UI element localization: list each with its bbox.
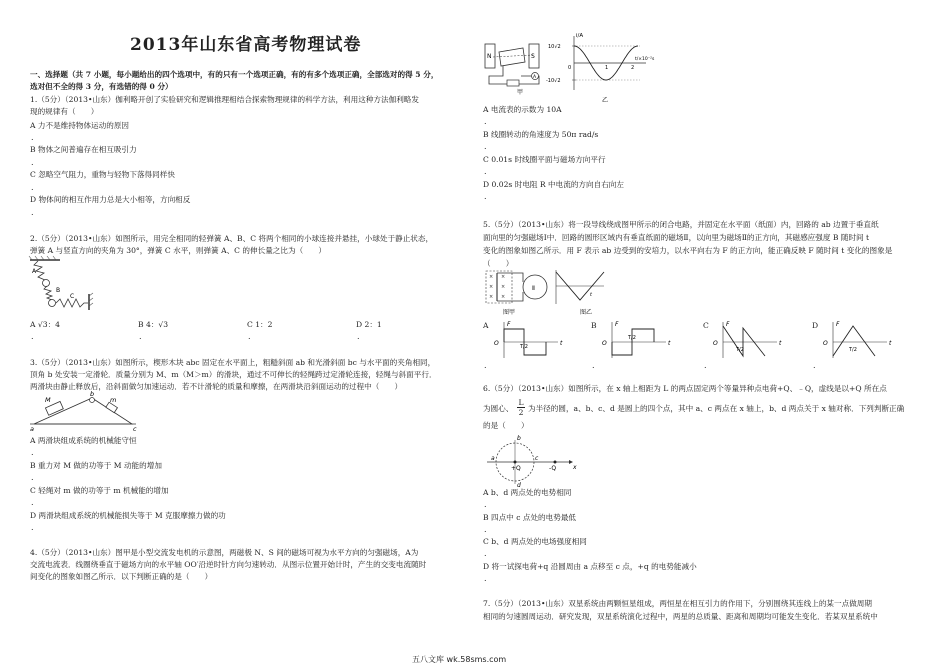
separator-dot: . [484, 361, 487, 370]
separator-dot: . [484, 549, 487, 558]
separator-dot: . [31, 158, 34, 167]
q6-fraction [517, 398, 525, 417]
q2-option-a: A √3：4 [30, 320, 60, 329]
q2-option-c: C 1：2 [247, 320, 273, 329]
separator-dot: . [704, 361, 707, 370]
svg-text:F: F [615, 321, 619, 328]
q6-option-d: D 将一试探电荷+q 沿圆周由 a 点移至 c 点，+q 的电势能减小 [483, 562, 697, 571]
q5-option-c-label: C [703, 321, 709, 330]
svg-text:×: × [501, 284, 506, 290]
q4-current-graph [546, 32, 658, 104]
q1-option-a: A 力不是维持物体运动的原因 [30, 121, 130, 130]
svg-text:F: F [507, 321, 511, 328]
svg-text:×: × [489, 294, 494, 300]
q5-option-b-graph [598, 318, 678, 360]
q6-fig-label-c: c [535, 455, 539, 462]
q2-stem-line1: 2.（5分）（2013•山东）如图所示，用完全相同的轻弹簧 A、B、C 将两个相同的小球连接并悬挂，小球处于静止状态， [30, 234, 434, 243]
q3-option-d: D 两滑块组成系统的机械能损失等于 M 克服摩擦力做的功 [30, 511, 226, 520]
separator-dot: . [139, 332, 142, 341]
separator-dot: . [31, 133, 34, 142]
separator-dot: . [813, 361, 816, 370]
q4-option-c: C 0.01s 时线圈平面与磁场方向平行 [483, 155, 606, 164]
q4-option-d: D 0.02s 时电阻 R 中电流的方向自右向左 [483, 180, 624, 189]
separator-dot: . [484, 167, 487, 176]
q5-stem-line1: 5.（5分）（2013•山东）将一段导线绕成图甲所示的闭合电路，并固定在水平面（纸面）内，回路的 ab 边置于垂直纸 [483, 220, 879, 229]
q4-stem-line2: 交流电流表．线圈绕垂直于磁场方向的水平轴 OO′沿逆时针方向匀速转动．从图示位置开始计时，产生的交变电流随时 [30, 560, 427, 569]
q5-stem-line2: 面向里的匀强磁场Ⅰ中．回路的圆形区域内有垂直纸面的磁场Ⅱ，以向里为磁场Ⅱ的正方向，其磁感应强度 B 随时间 t [483, 233, 870, 242]
q4-option-a: A 电流表的示数为 10A [483, 105, 562, 114]
q5-option-a-label: A [483, 321, 489, 330]
q6-fig-label-a: a [491, 455, 495, 462]
q3-stem-line1: 3.（5分）（2013•山东）如图所示，楔形木块 abc 固定在水平面上，粗糙斜面 ab 和光滑斜面 bc 与水平面的夹角相同， [30, 358, 436, 367]
q3-fig-label-M: M [45, 396, 51, 404]
q5-stem-line4: （ ） [483, 259, 514, 268]
q7-stem-line1: 7.（5分）（2013•山东）双星系统由两颗恒星组成，两恒星在相互引力的作用下，分别围绕其连线上的某一点做周期 [483, 599, 872, 608]
q6-fig-label-x: x [573, 464, 577, 471]
q7-stem-line2: 相同的匀速圆周运动．研究发现，双星系统演化过程中，两星的总质量、距离和周期均可能发生变化．若某双星系统中 [483, 612, 878, 621]
q2-stem-line2: 弹簧 A 与竖直方向的夹角为 30°，弹簧 C 水平，则弹簧 A、C 的伸长量之比为（ ） [30, 246, 326, 255]
q6-fig-label-minusQ: -Q [549, 465, 557, 472]
q5-option-b-label: B [591, 321, 597, 330]
q2-fig-label-a: A [32, 268, 37, 275]
separator-dot: . [31, 183, 34, 192]
q4-graph-ymax: 10√2 [548, 44, 561, 50]
q6-stem-line1: 6.（5分）（2013•山东）如图所示，在 x 轴上相距为 L 的两点固定两个等量异种点电荷+Q、﹣Q，虚线是以+Q 所在点 [483, 384, 887, 393]
svg-text:×: × [501, 294, 506, 300]
q3-option-c: C 轻绳对 m 做的功等于 m 机械能的增加 [30, 486, 169, 495]
q2-option-d: D 2：1 [356, 320, 382, 329]
q4-graph-ymin: -10√2 [546, 78, 561, 84]
q4-graph-ylabel: i/A [576, 33, 584, 39]
separator-dot: . [484, 117, 487, 126]
separator-dot: . [31, 523, 34, 532]
q1-stem-line2: 现的规律有（ ） [30, 107, 99, 116]
q6-fig-label-d: d [517, 482, 521, 489]
svg-text:F: F [836, 321, 840, 328]
q6-option-c: C b、d 两点处的电场强度相同 [483, 537, 587, 546]
q2-fig-label-b: B [56, 287, 61, 294]
q4-graph-origin: 0 [568, 65, 572, 71]
separator-dot: . [484, 192, 487, 201]
svg-text:×: × [501, 274, 506, 280]
svg-text:S: S [531, 53, 535, 60]
q2-option-b: B 4：√3 [138, 320, 169, 329]
q4-stem-line3: 间变化的图象如图乙所示．以下判断正确的是（ ） [30, 572, 213, 581]
q6-fig-label-b: b [517, 435, 521, 442]
q6-stem-line3: 的是（ ） [483, 421, 529, 430]
q1-option-d: D 物体间的相互作用力总是大小相等，方向相反 [30, 195, 191, 204]
q5-option-a-graph [490, 318, 570, 360]
q4-graph-xtick-1: 1 [605, 65, 609, 71]
q6-stem-line2a: 为圆心、 [483, 404, 514, 413]
q5-fig-label-jia: 图甲 [503, 309, 516, 316]
separator-dot: . [484, 142, 487, 151]
q6-fraction-numerator: L [518, 398, 524, 407]
q3-fig-label-c: c [133, 425, 137, 433]
q2-fig-label-c: C [70, 293, 75, 300]
svg-text:N: N [487, 53, 492, 60]
q6-fraction-denominator: 2 [518, 408, 524, 417]
separator-dot: . [31, 332, 34, 341]
svg-text:×: × [489, 274, 494, 280]
q4-fig-label-jia: 甲 [517, 89, 524, 96]
svg-text:Ⅱ: Ⅱ [532, 285, 535, 292]
separator-dot: . [31, 473, 34, 482]
q5-stem-line3: 变化的图象如图乙所示．用 F 表示 ab 边受到的安培力，以水平向右为 F 的正方向，能正确反映 F 随时间 t 变化的图象是 [483, 246, 893, 255]
q5-b-graph-t: t [590, 292, 592, 298]
svg-text:T/2: T/2 [736, 347, 744, 353]
svg-text:O: O [602, 340, 607, 347]
section-heading-line1: 一、选择题（共 7 小题，每小题给出的四个选项中，有的只有一个选项正确，有的有多个选项正确，全部选对的得 5 分， [30, 70, 439, 79]
svg-text:t: t [779, 340, 782, 347]
separator-dot: . [484, 574, 487, 583]
svg-text:T/2: T/2 [849, 347, 857, 353]
q3-fig-label-a: a [30, 425, 34, 433]
separator-dot: . [31, 208, 34, 217]
svg-text:A: A [533, 75, 537, 80]
footer-text: 五八文库 wk.58sms.com [412, 655, 507, 664]
q5-fig-label-yi: 图乙 [580, 309, 593, 316]
q4-graph-xlabel: t/×10⁻²s [635, 57, 655, 62]
separator-dot: . [248, 332, 251, 341]
separator-dot: . [484, 525, 487, 534]
q3-incline-figure [30, 390, 140, 433]
svg-text:O: O [494, 340, 499, 347]
q6-option-a: A b、d 两点处的电势相同 [483, 488, 572, 497]
q3-option-a: A 两滑块组成系统的机械能守恒 [30, 436, 137, 445]
q5-option-c-graph [709, 318, 789, 360]
q3-fig-label-b: b [90, 390, 95, 398]
q1-stem-line1: 1.（5分）（2013•山东）伽利略开创了实验研究和逻辑推理相结合探索物理规律的科学方法，利用这种方法伽利略发 [30, 95, 419, 104]
q4-graph-xtick-2: 2 [631, 65, 635, 71]
page-title: 2013年山东省高考物理试卷 [130, 35, 362, 55]
q6-charges-figure [483, 432, 578, 489]
q1-option-b: B 物体之间普遍存在相互吸引力 [30, 145, 137, 154]
q2-spring-figure [30, 258, 110, 308]
q5-b-graph [552, 268, 612, 316]
q1-option-c: C 忽略空气阻力，重物与轻物下落得同样快 [30, 170, 175, 179]
q4-option-b: B 线圈转动的角速度为 50π rad/s [483, 130, 599, 139]
svg-text:F: F [726, 321, 730, 328]
svg-text:t: t [889, 340, 892, 347]
q4-fig-label-yi: 乙 [602, 97, 609, 104]
q4-stem-line1: 4.（5分）（2013•山东）图甲是小型交流发电机的示意图，两磁极 N、S 间的磁场可视为水平方向的匀强磁场，A为 [30, 548, 419, 557]
separator-dot: . [31, 448, 34, 457]
svg-text:O: O [713, 340, 718, 347]
q3-fig-label-m: m [110, 396, 117, 404]
q3-option-b: B 重力对 M 做的功等于 M 动能的增加 [30, 461, 162, 470]
q3-stem-line3: 两滑块由静止释放后，沿斜面做匀加速运动．若不计滑轮的质量和摩擦，在两滑块沿斜面运动的过程中（ ） [30, 382, 403, 391]
q5-circuit-figure [483, 268, 563, 316]
svg-text:t: t [668, 340, 671, 347]
separator-dot: . [592, 361, 595, 370]
q5-option-d-label: D [812, 321, 819, 330]
q3-stem-line2: 顶角 b 处安装一定滑轮．质量分别为 M、m（M＞m）的滑块，通过不可伸长的轻绳跨过定滑轮连接，轻绳与斜面平行． [30, 370, 437, 379]
svg-text:T/2: T/2 [520, 344, 528, 350]
separator-dot: . [357, 332, 360, 341]
q6-option-b: B 四点中 c 点处的电势最低 [483, 513, 577, 522]
separator-dot: . [484, 500, 487, 509]
q5-option-d-graph [819, 318, 899, 360]
section-heading-line2: 选对但不全的得 3 分，有选错的得 0 分） [30, 82, 173, 91]
separator-dot: . [31, 498, 34, 507]
svg-text:×: × [489, 284, 494, 290]
q6-stem-line2b: 为半径的圆，a、b、c、d 是圆上的四个点，其中 a、c 两点在 x 轴上，b、d 两点关于 x 轴对称．下列判断正确 [528, 404, 905, 413]
svg-text:t: t [560, 340, 563, 347]
svg-text:T/2: T/2 [628, 335, 636, 341]
q6-fig-label-plusQ: +Q [511, 465, 521, 472]
svg-text:O: O [823, 340, 828, 347]
